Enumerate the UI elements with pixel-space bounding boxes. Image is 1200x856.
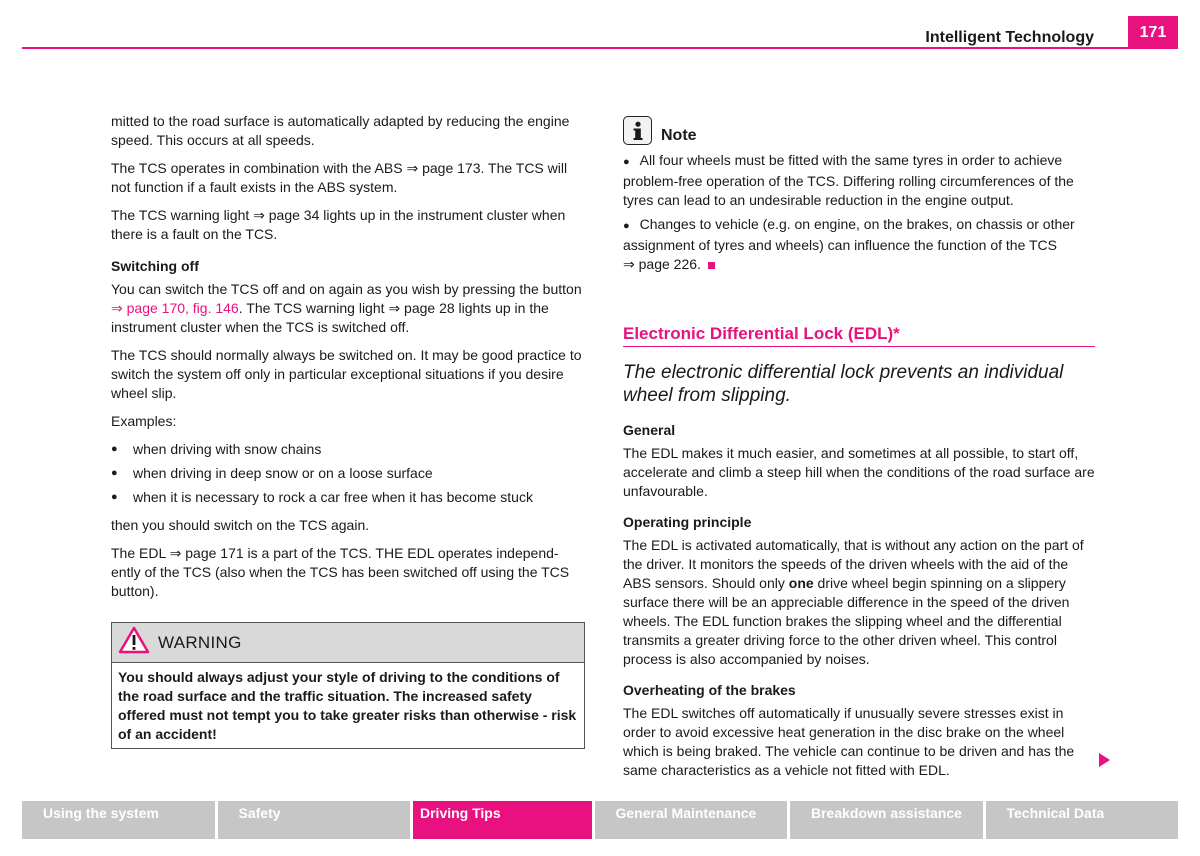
paragraph: Examples: <box>111 413 177 429</box>
paragraph: You can switch the TCS off and on again as you wish by pressing the button ⇒ page 170, fig. 146. The TCS warning light ⇒ page 28 lights up in the instrument cluster when the TCS is switched off. <box>111 281 582 335</box>
arrow-icon: ⇒ <box>623 256 635 272</box>
warning-triangle-icon <box>118 626 150 659</box>
tab-driving-tips[interactable]: Driving Tips <box>413 801 595 839</box>
chapter-title: Intelligent Technology <box>925 29 1094 46</box>
examples-list <box>111 440 585 507</box>
list-item: ● when driving in deep snow or on a loose surface <box>111 464 585 483</box>
note-list <box>623 151 1095 274</box>
arrow-icon: ⇒ <box>253 207 265 223</box>
page-link-170[interactable]: ⇒ page 170, fig. 146 <box>111 300 239 316</box>
note-header <box>623 116 1095 145</box>
next-page-arrow-icon[interactable] <box>1099 753 1110 767</box>
warning-box <box>111 622 585 749</box>
tab-breakdown-assistance[interactable]: Breakdown assistance <box>790 801 986 839</box>
arrow-icon: ⇒ <box>406 160 419 176</box>
list-item: ● when it is necessary to rock a car free when it has become stuck <box>111 488 585 507</box>
paragraph: then you should switch on the TCS again. <box>111 517 370 533</box>
list-item: ● All four wheels must be fitted with the same tyres in order to achieve problem-free operation of the TCS. Differing rolling circumferences of the tyres can lead to an undesirable reduction in the engine output. <box>623 152 1074 208</box>
paragraph: mitted to the road surface is automatically adapted by reducing the engine speed. This occurs at all speeds. <box>111 113 570 148</box>
warning-text: You should always adjust your style of driving to the conditions of the road surface and the traffic situation. The increased safety offered must not tempt you to take greater risks than otherwise - risk of an accident! <box>118 669 577 742</box>
paragraph: The TCS should normally always be switched on. It may be good practice to switch the system off only in particular exceptional situations if you desire wheel slip. <box>111 347 582 401</box>
section-title: Electronic Differential Lock (EDL)* <box>623 324 1095 347</box>
warning-title: WARNING <box>158 632 242 652</box>
arrow-icon: ⇒ <box>169 545 182 561</box>
section-lead: The electronic differential lock prevents an individual wheel from slipping. <box>623 362 1064 406</box>
paragraph: The EDL switches off automatically if unusually severe stresses exist in order to avoid excessive heat generation in the disc brake on the wheel which is being braked. The vehicle can continue to be driven and has the same characteristics as a vehicle not fitted with EDL. <box>623 705 1075 778</box>
subheading-operating-principle: Operating principle <box>623 514 752 530</box>
tab-using-the-system[interactable]: Using the system <box>22 801 218 839</box>
list-item: ● Changes to vehicle (e.g. on engine, on the brakes, on chassis or other assignment of tyres and wheels) can influence the function of the TCS ⇒ page 226. <box>623 216 1075 272</box>
arrow-icon: ⇒ <box>111 300 123 316</box>
header-rule <box>22 47 1178 49</box>
section-end-marker <box>708 262 715 269</box>
info-icon <box>623 116 652 145</box>
subheading-overheating: Overheating of the brakes <box>623 682 796 698</box>
paragraph: The EDL ⇒ page 171 is a part of the TCS. THE EDL operates independ-ently of the TCS (also when the TCS has been switched off using the TCS button). <box>111 545 570 599</box>
left-column <box>111 112 585 610</box>
warning-header <box>112 623 584 663</box>
paragraph: The TCS warning light ⇒ page 34 lights up in the instrument cluster when there is a fault on the TCS. <box>111 207 566 242</box>
page-number: 171 <box>1128 16 1178 49</box>
arrow-icon: ⇒ <box>388 300 401 316</box>
tab-technical-data[interactable]: Technical Data <box>986 801 1179 839</box>
paragraph: The EDL makes it much easier, and sometimes at all possible, to start off, accelerate and climb a steep hill when the conditions of the road surface are unfavourable. <box>623 445 1095 499</box>
list-item: ● when driving with snow chains <box>111 440 585 459</box>
right-column <box>623 116 1095 789</box>
tab-general-maintenance[interactable]: General Maintenance <box>595 801 791 839</box>
note-title: Note <box>661 127 697 144</box>
subheading-switching-off: Switching off <box>111 258 199 274</box>
subheading-general: General <box>623 422 676 438</box>
tab-safety[interactable]: Safety <box>218 801 414 839</box>
chapter-navigation <box>22 801 1178 839</box>
paragraph: The EDL is activated automatically, that is without any action on the part of the driver. It monitors the speeds of the driven wheels with the aid of the ABS sensors. Should only one drive wheel begin spinning on a slippery surface there will be an appreciable difference in the speed of the driven wheels. The EDL function brakes the slipping wheel and the differential transmits a greater driving force to the other driven wheel. This control process is also accompanied by noises. <box>623 537 1084 667</box>
paragraph: The TCS operates in combination with the ABS ⇒ page 173. The TCS will not function if a fault exists in the ABS system. <box>111 160 568 195</box>
